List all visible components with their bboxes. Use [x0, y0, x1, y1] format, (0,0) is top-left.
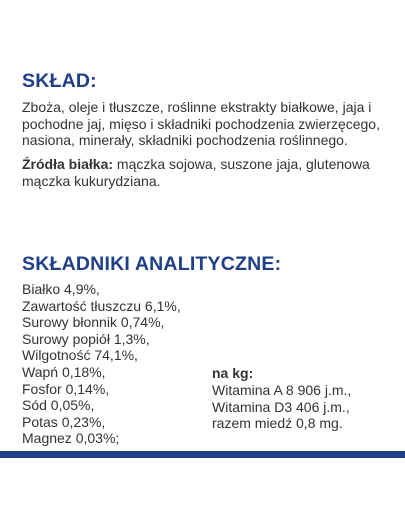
- analytics-item: Fosfor 0,14%,: [22, 380, 110, 397]
- composition-heading: SKŁAD:: [22, 70, 97, 92]
- composition-text: Zboża, oleje i tłuszcze, roślinne ekstrakty białkowe, jaja i pochodne jaj, mięso i składniki pochodzenia zwierzęcego, nasiona, minerały, składniki pochodzenia roślinnego.: [22, 99, 380, 149]
- analytics-item: Potas 0,23%,: [22, 413, 106, 430]
- analytics-item: Surowy błonnik 0,74%,: [22, 314, 165, 331]
- analytics-item: Białko 4,9%,: [22, 281, 100, 297]
- analytics-item: Magnez 0,03%;: [22, 430, 120, 447]
- protein-sources-label: Źródła białka:: [22, 156, 114, 172]
- per-kg-item: Witamina D3 406 j.m.,: [212, 398, 350, 415]
- bottom-divider: [0, 451, 405, 458]
- per-kg-item: razem miedź 0,8 mg.: [212, 415, 343, 432]
- analytics-item: Wilgotność 74,1%,: [22, 347, 138, 364]
- analytics-item: Zawartość tłuszczu 6,1%,: [22, 297, 181, 314]
- analytics-item: Wapń 0,18%,: [22, 363, 106, 380]
- analytics-item: Sód 0,05%,: [22, 397, 95, 414]
- analytics-heading: SKŁADNIKI ANALITYCZNE:: [22, 253, 282, 275]
- per-kg-list: [212, 382, 351, 432]
- protein-sources-text: mączka sojowa, suszone jaja, glutenowa mączka kukurydziana.: [22, 156, 370, 189]
- per-kg-label: na kg:: [212, 365, 254, 381]
- analytics-list: [22, 281, 181, 447]
- per-kg-item: Witamina A 8 906 j.m.,: [212, 382, 352, 398]
- protein-sources: [22, 156, 394, 189]
- analytics-item: Surowy popiół 1,3%,: [22, 330, 150, 347]
